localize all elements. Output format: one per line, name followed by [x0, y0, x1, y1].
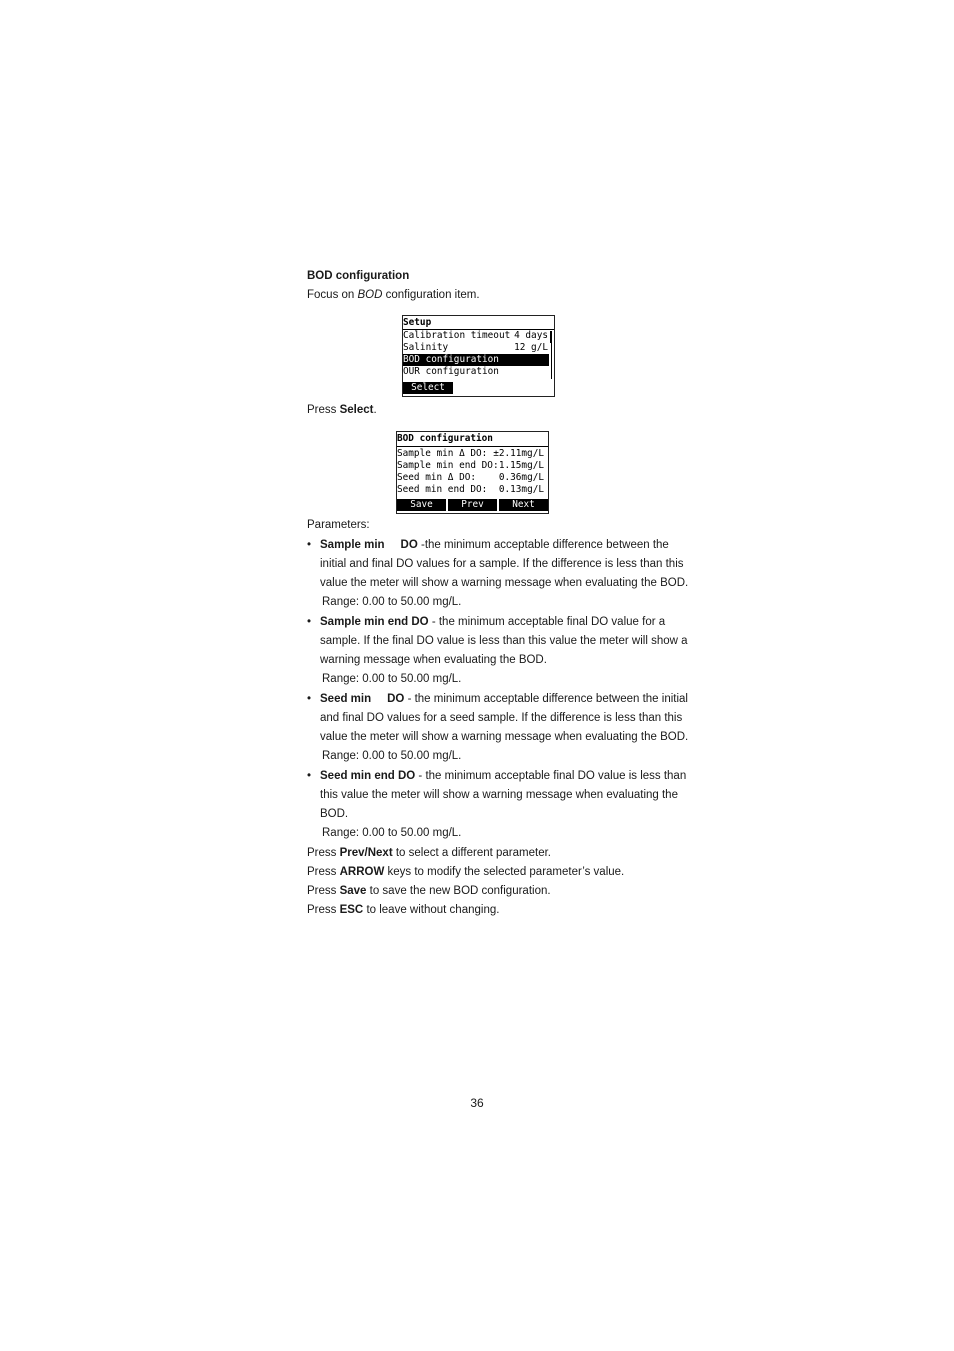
scrollbar-track [551, 343, 552, 379]
param-line-text: value the meter will show a warning message when evaluating the BOD. [320, 731, 689, 743]
param-line-text: and final DO values for a seed sample. If the difference is less than this [320, 712, 683, 724]
param-line: Seed min DO - the minimum acceptable difference between the initial [320, 693, 688, 705]
bod-configuration-screen [396, 431, 549, 514]
select-softkey[interactable]: Select [403, 382, 453, 394]
menu-item-bod-configuration[interactable]: BOD configuration [403, 354, 549, 366]
screen-title: BOD configuration [397, 433, 493, 444]
param-line-text: value the meter will show a warning message when evaluating the BOD. [320, 577, 689, 589]
parameters-label: Parameters: [307, 519, 370, 531]
screen-title: Setup [403, 317, 432, 328]
range-text: Range: 0.00 to 50.00 mg/L. [322, 750, 462, 762]
bullet: • [307, 693, 312, 705]
intro-line: Focus on BOD configuration item. [307, 289, 480, 301]
bullet: • [307, 539, 312, 551]
param-row-seed-min-end-do[interactable]: Seed min end DO: 0.13mg/L [397, 484, 544, 495]
menu-item-salinity[interactable]: Salinity 12 g/L [403, 342, 548, 353]
param-line: Seed min end DO - the minimum acceptable final DO value is less than [320, 770, 687, 782]
page-number: 36 [470, 1096, 484, 1110]
press-select-line: Press Select. [307, 404, 377, 416]
param-row-seed-min-delta-do[interactable]: Seed min Δ DO: 0.36mg/L [397, 472, 544, 483]
section-heading: BOD configuration [307, 270, 410, 282]
param-line-text: sample. If the final DO value is less than this value the meter will show a [320, 635, 688, 647]
param-line-text: BOD. [320, 808, 349, 820]
press-prev-next-line: Press Prev/Next to select a different parameter. [307, 847, 551, 859]
prev-softkey[interactable]: Prev [448, 499, 497, 511]
press-esc-line: Press ESC to leave without changing. [307, 904, 500, 916]
menu-item-our-configuration[interactable]: OUR configuration [403, 366, 499, 377]
bullet: • [307, 770, 312, 782]
title-divider [397, 446, 548, 447]
param-row-sample-min-delta-do[interactable]: Sample min Δ DO: ±2.11mg/L [397, 448, 544, 459]
save-softkey[interactable]: Save [397, 499, 446, 511]
press-save-line: Press Save to save the new BOD configuration. [307, 885, 551, 897]
range-text: Range: 0.00 to 50.00 mg/L. [322, 596, 462, 608]
menu-item-calibration-timeout[interactable]: Calibration timeout 4 days [403, 330, 548, 341]
range-text: Range: 0.00 to 50.00 mg/L. [322, 827, 462, 839]
param-line: Sample min DO -the minimum acceptable difference between the [320, 539, 669, 551]
param-row-sample-min-end-do[interactable]: Sample min end DO: 1.15mg/L [397, 460, 544, 471]
press-arrow-line: Press ARROW keys to modify the selected parameter’s value. [307, 866, 625, 878]
param-line: Sample min end DO - the minimum acceptable final DO value for a [320, 616, 666, 628]
param-line-text: warning message when evaluating the BOD. [320, 654, 547, 666]
softkey-bar [397, 499, 548, 511]
bullet: • [307, 616, 312, 628]
scrollbar-thumb[interactable] [550, 331, 552, 343]
setup-screen [402, 315, 555, 397]
param-line-text: this value the meter will show a warning message when evaluating the [320, 789, 678, 801]
range-text: Range: 0.00 to 50.00 mg/L. [322, 673, 462, 685]
next-softkey[interactable]: Next [499, 499, 548, 511]
param-line-text: initial and final DO values for a sample. If the difference is less than this [320, 558, 684, 570]
